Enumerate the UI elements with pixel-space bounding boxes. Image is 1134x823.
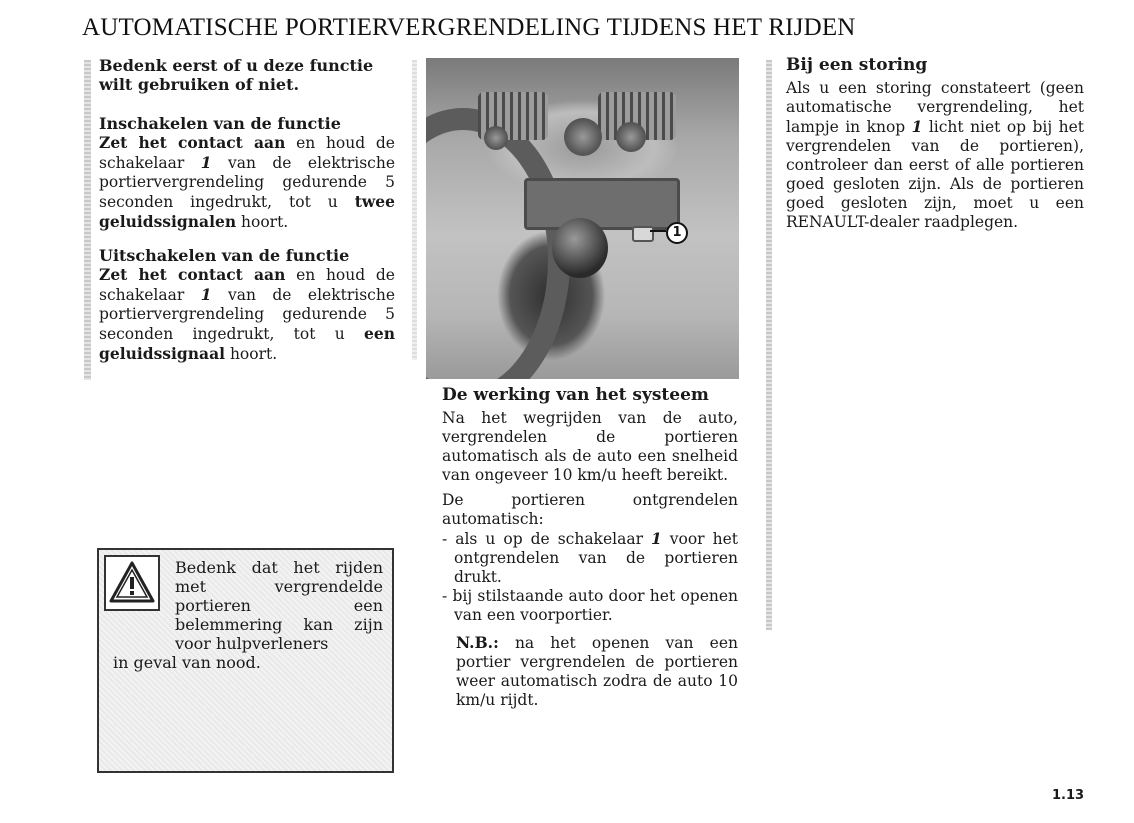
bullet-1-b: voor het ontgrendelen van de portieren drukt. [454, 530, 738, 586]
system-bullet-2: - bij stilstaande auto door het openen van een voorportier. [442, 587, 739, 624]
fault-text [786, 79, 1084, 232]
system-heading: De werking van het systeem [442, 385, 709, 405]
warning-text [113, 558, 383, 672]
middle-column [442, 386, 738, 710]
nb-label: N.B.: [456, 633, 499, 652]
left-column [99, 56, 395, 364]
radio-unit [524, 178, 680, 230]
bullet-1-number: 1 [650, 529, 662, 548]
enable-text-2: van de elektrische portiervergrendeling gedurende 5 seconden ingedrukt, tot u [99, 154, 395, 211]
disable-switch-number: 1 [200, 285, 212, 304]
nb-note [442, 633, 738, 710]
right-column [786, 56, 1084, 232]
disable-text-3: hoort. [225, 345, 278, 363]
climate-knob-left [484, 126, 508, 150]
bullet-2-text: bij stilstaande auto door het openen van een voorportier. [452, 587, 739, 624]
disable-text-1: en houd de schakelaar [99, 266, 395, 304]
callout-1: 1 [666, 222, 688, 244]
fault-text-2: licht niet op bij het vergrendelen van de portieren), controleer dan eerst of alle portieren goed gesloten zijn. Als de portieren goed gesloten zijn, moet u een RENAULT-dealer raadplegen. [786, 118, 1084, 231]
enable-text [99, 133, 395, 232]
disable-bold-end: een geluidssignaal [99, 324, 395, 363]
climate-knob-right [616, 122, 646, 152]
warning-text-2: in geval van nood. [113, 653, 261, 672]
enable-lead: Zet het contact aan [99, 133, 286, 152]
bullet-1-a: als u op de schakelaar [455, 530, 651, 548]
enable-text-1: en houd de schakelaar [99, 134, 395, 172]
system-para-1: Na het wegrijden van de auto, vergrendelen de portieren automatisch als de auto een snelheid van ongeveer 10 km/u heeft bereikt. [442, 409, 738, 484]
callout-leader [650, 230, 666, 232]
fault-heading: Bij een storing [786, 55, 928, 75]
intro-text: Bedenk eerst of u deze functie wilt gebruiken of niet. [99, 56, 374, 94]
page-title: AUTOMATISCHE PORTIERVERGRENDELING TIJDENS HET RIJDEN [82, 14, 856, 41]
middle-margin-bar [412, 60, 417, 360]
enable-text-3: hoort. [236, 213, 289, 231]
disable-heading: Uitschakelen van de functie [99, 246, 350, 265]
disable-text-2: van de elektrische portiervergrendeling gedurende 5 seconden ingedrukt, tot u [99, 286, 395, 343]
fault-text-1: Als u een storing constateert (geen automatische vergrendeling, het lampje in knop [786, 79, 1084, 136]
system-bullet-1: - als u op de schakelaar 1 voor het ontgrendelen van de portieren drukt. [442, 529, 738, 586]
fault-number: 1 [911, 117, 923, 136]
enable-switch-number: 1 [200, 153, 212, 172]
center-margin-bar [766, 60, 772, 630]
dashboard-photo [426, 58, 739, 379]
enable-bold-end: twee geluidssignalen [99, 192, 395, 231]
gear-lever [552, 218, 608, 278]
page-number: 1.13 [1052, 788, 1085, 803]
system-para-2: De portieren ontgrendelen automatisch: [442, 491, 738, 528]
nb-text: na het openen van een portier vergrendelen de portieren weer automatisch zodra de auto 10 km/u rijdt. [456, 634, 738, 709]
door-lock-switch [632, 226, 654, 242]
warning-text-1: Bedenk dat het rijden met vergrendelde portieren een belemmering kan zijn voor hulpverleners [175, 558, 383, 653]
left-margin-bar [84, 60, 91, 380]
enable-heading: Inschakelen van de functie [99, 114, 341, 133]
disable-text [99, 265, 395, 364]
disable-lead: Zet het contact aan [99, 265, 286, 284]
climate-knob-center [564, 118, 602, 156]
warning-box [97, 548, 394, 773]
